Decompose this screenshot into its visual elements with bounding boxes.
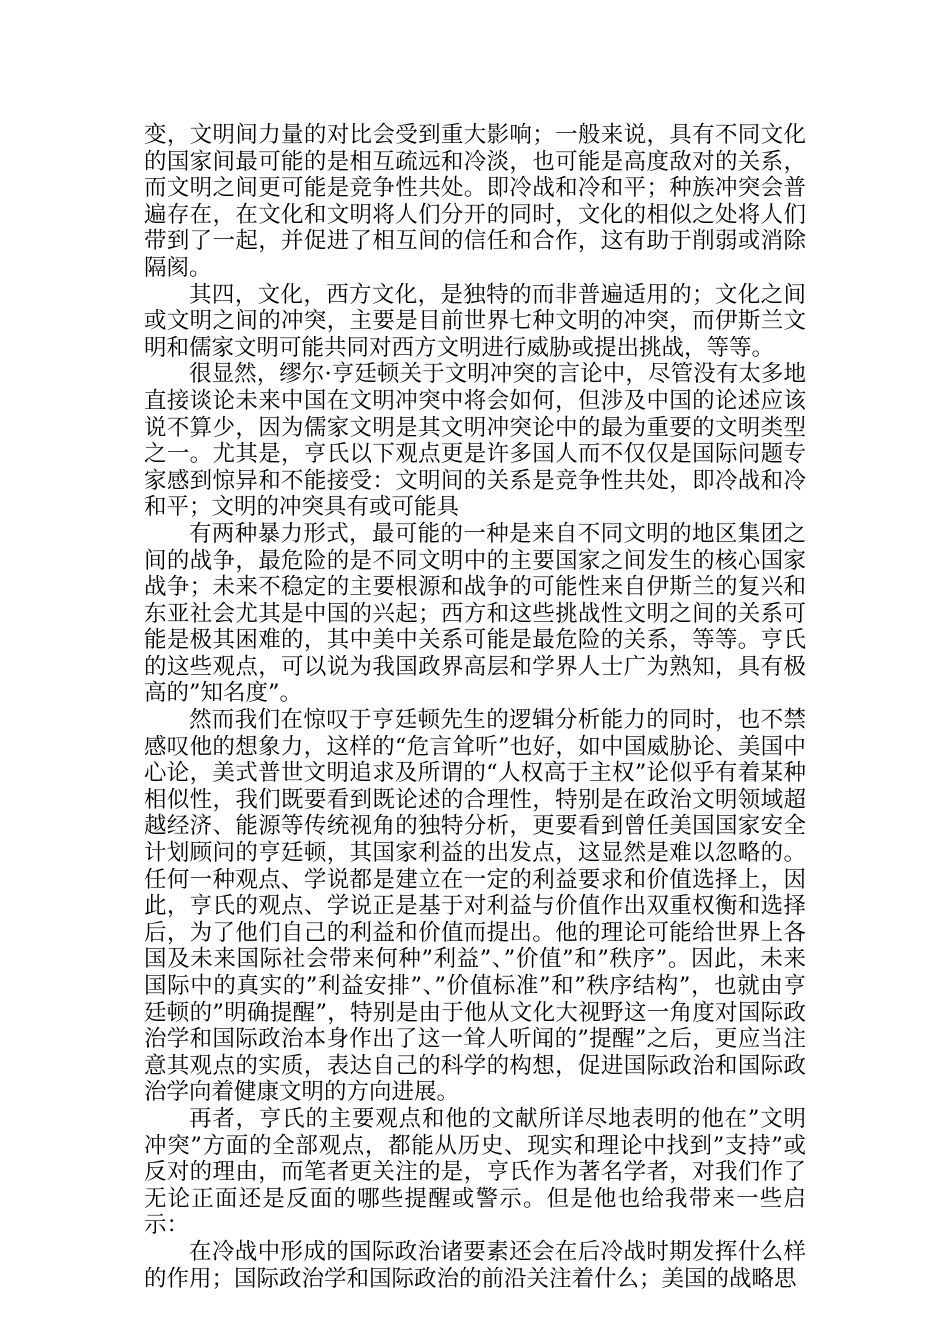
paragraph: 有两种暴力形式，最可能的一种是来自不同文明的地区集团之间的战争，最危险的是不同文明中的主要国家之间发生的核心国家战争；未来不稳定的主要根源和战争的可能性来自伊斯兰的复兴和东亚社会尤其是中国的兴起；西方和这些挑战性文明之间的关系可能是极其困难的，其中美中关系可能是最危险的关系，等等。亨氏的这些观点，可以说为我国政界高层和学界人士广为熟知，具有极高的”知名度”。 (144, 520, 806, 707)
paragraph: 在冷战中形成的国际政治诸要素还会在后冷战时期发挥什么样的作用；国际政治学和国际政治的前沿关注着什么；美国的战略思 (144, 1238, 806, 1292)
paragraph: 然而我们在惊叹于亨廷顿先生的逻辑分析能力的同时，也不禁感叹他的想象力，这样的“危言耸听”也好，如中国威胁论、美国中心论，美式普世文明追求及所谓的“人权高于主权”论似乎有着某种相似性，我们既要看到既论述的合理性，特别是在政治文明领域超越经济、能源等传统视角的独特分析，更要看到曾任美国国家安全计划顾问的亨廷顿，其国家利益的出发点，这显然是难以忽略的。任何一种观点、学说都是建立在一定的利益要求和价值选择上，因此，亨氏的观点、学说正是基于对利益与价值作出双重权衡和选择后，为了他们自己的利益和价值而提出。他的理论可能给世界上各国及未来国际社会带来何种”利益”、”价值”和”秩序”。因此，未来国际中的真实的”利益安排”、”价值标准”和”秩序结构”，也就由亨廷顿的”明确提醒”，特别是由于他从文化大视野这一角度对国际政治学和国际政治本身作出了这一耸人听闻的”提醒”之后，更应当注意其观点的实质，表达自己的科学的构想，促进国际政治和国际政治学向着健康文明的方向进展。 (144, 707, 806, 1106)
document-body (144, 122, 806, 1292)
paragraph: 再者，亨氏的主要观点和他的文献所详尽地表明的他在”文明冲突”方面的全部观点，都能从历史、现实和理论中找到”支持”或反对的理由，而笔者更关注的是，亨氏作为著名学者，对我们作了无论正面还是反面的哪些提醒或警示。但是他也给我带来一些启示： (144, 1105, 806, 1239)
paragraph: 变，文明间力量的对比会受到重大影响；一般来说，具有不同文化的国家间最可能的是相互疏远和冷淡，也可能是高度敌对的关系，而文明之间更可能是竞争性共处。即冷战和冷和平；种族冲突会普遍存在，在文化和文明将人们分开的同时，文化的相似之处将人们带到了一起，并促进了相互间的信任和合作，这有助于削弱或消除隔阂。 (144, 122, 806, 281)
paragraph: 其四，文化，西方文化，是独特的而非普遍适用的；文化之间或文明之间的冲突，主要是目前世界七种文明的冲突，而伊斯兰文明和儒家文明可能共同对西方文明进行威胁或提出挑战，等等。 (144, 281, 806, 361)
paragraph: 很显然，缪尔·亨廷顿关于文明冲突的言论中，尽管没有太多地直接谈论未来中国在文明冲突中将会如何，但涉及中国的论述应该说不算少，因为儒家文明是其文明冲突论中的最为重要的文明类型之一。尤其是，亨氏以下观点更是许多国人而不仅仅是国际问题专家感到惊异和不能接受：文明间的关系是竞争性共处，即冷战和冷和平；文明的冲突具有或可能具 (144, 361, 806, 521)
